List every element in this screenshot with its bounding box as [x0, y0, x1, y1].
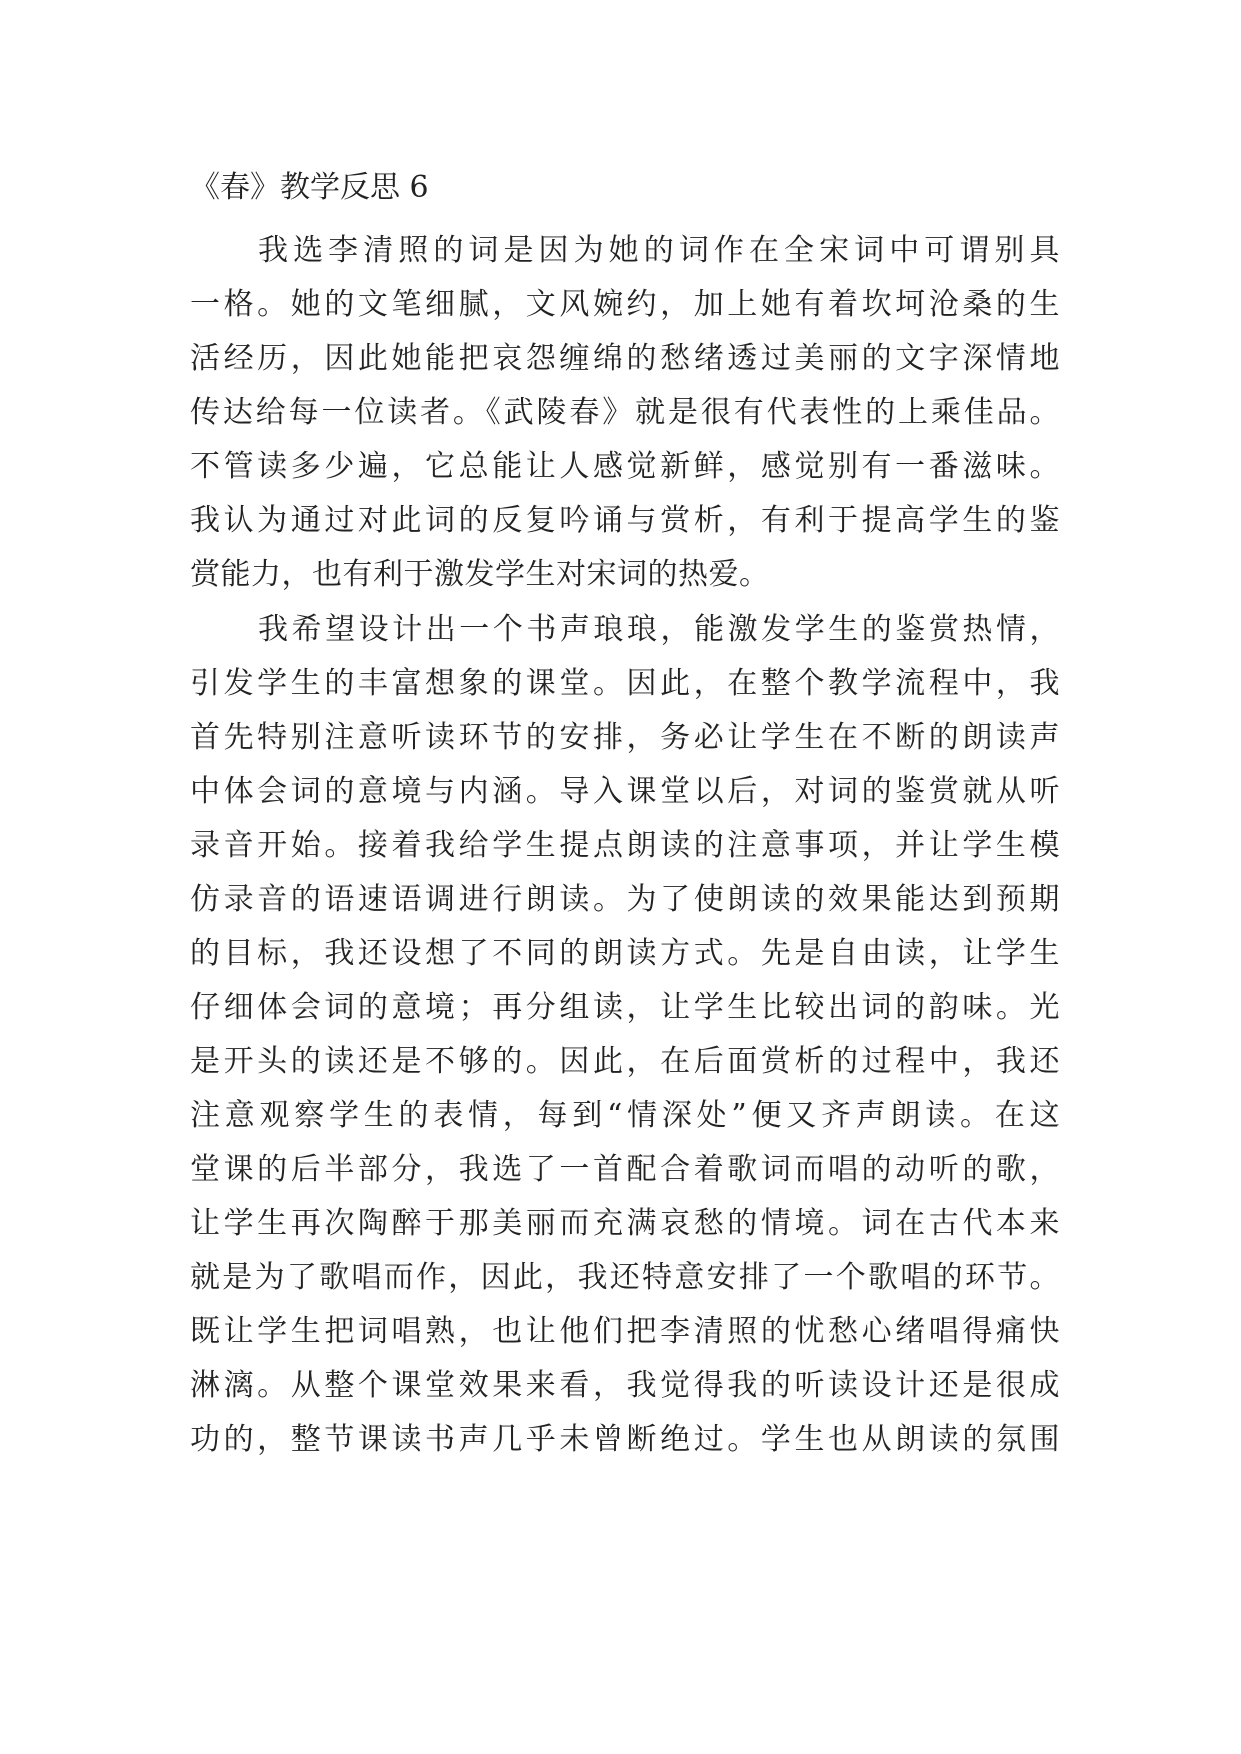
- text-line: 一格。她的文笔细腻，文风婉约，加上她有着坎坷沧桑的生: [190, 287, 1060, 322]
- text-line: 堂课的后半部分，我选了一首配合着歌词而唱的动听的歌，: [190, 1152, 1060, 1187]
- text-line: 中体会词的意境与内涵。导入课堂以后，对词的鉴赏就从听: [190, 774, 1060, 809]
- text-line: 功的，整节课读书声几乎未曾断绝过。学生也从朗读的氛围: [190, 1422, 1060, 1457]
- text-line: 我选李清照的词是因为她的词作在全宋词中可谓别具: [258, 233, 1060, 268]
- paragraph-1: [190, 224, 1060, 602]
- text-line: 的目标，我还设想了不同的朗读方式。先是自由读，让学生: [190, 936, 1060, 971]
- text-line: 既让学生把词唱熟，也让他们把李清照的忧愁心绪唱得痛快: [190, 1314, 1060, 1349]
- text-line: 仿录音的语速语调进行朗读。为了使朗读的效果能达到预期: [190, 882, 1060, 917]
- text-line: 我希望设计出一个书声琅琅，能激发学生的鉴赏热情，: [258, 612, 1060, 647]
- text-line: 仔细体会词的意境；再分组读，让学生比较出词的韵味。光: [190, 990, 1060, 1025]
- text-line: 不管读多少遍，它总能让人感觉新鲜，感觉别有一番滋味。: [190, 449, 1060, 484]
- text-line: 引发学生的丰富想象的课堂。因此，在整个教学流程中，我: [190, 666, 1060, 701]
- text-line: 是开头的读还是不够的。因此，在后面赏析的过程中，我还: [190, 1044, 1060, 1079]
- text-line: 首先特别注意听读环节的安排，务必让学生在不断的朗读声: [190, 720, 1060, 755]
- text-line: 赏能力，也有利于激发学生对宋词的热爱。: [190, 557, 770, 592]
- page-title: 《春》教学反思 6: [190, 170, 429, 205]
- text-line: 录音开始。接着我给学生提点朗读的注意事项，并让学生模: [190, 828, 1060, 863]
- text-line: 淋漓。从整个课堂效果来看，我觉得我的听读设计还是很成: [190, 1368, 1060, 1403]
- text-line: 活经历，因此她能把哀怨缠绵的愁绪透过美丽的文字深情地: [190, 341, 1060, 376]
- text-line: 注意观察学生的表情，每到“情深处”便又齐声朗读。在这: [190, 1098, 1060, 1133]
- paragraph-2: [190, 603, 1060, 1467]
- text-line: 传达给每一位读者。《武陵春》就是很有代表性的上乘佳品。: [190, 395, 1060, 430]
- text-line: 我认为通过对此词的反复吟诵与赏析，有利于提高学生的鉴: [190, 503, 1060, 538]
- text-line: 让学生再次陶醉于那美丽而充满哀愁的情境。词在古代本来: [190, 1206, 1060, 1241]
- text-line: 就是为了歌唱而作，因此，我还特意安排了一个歌唱的环节。: [190, 1260, 1060, 1295]
